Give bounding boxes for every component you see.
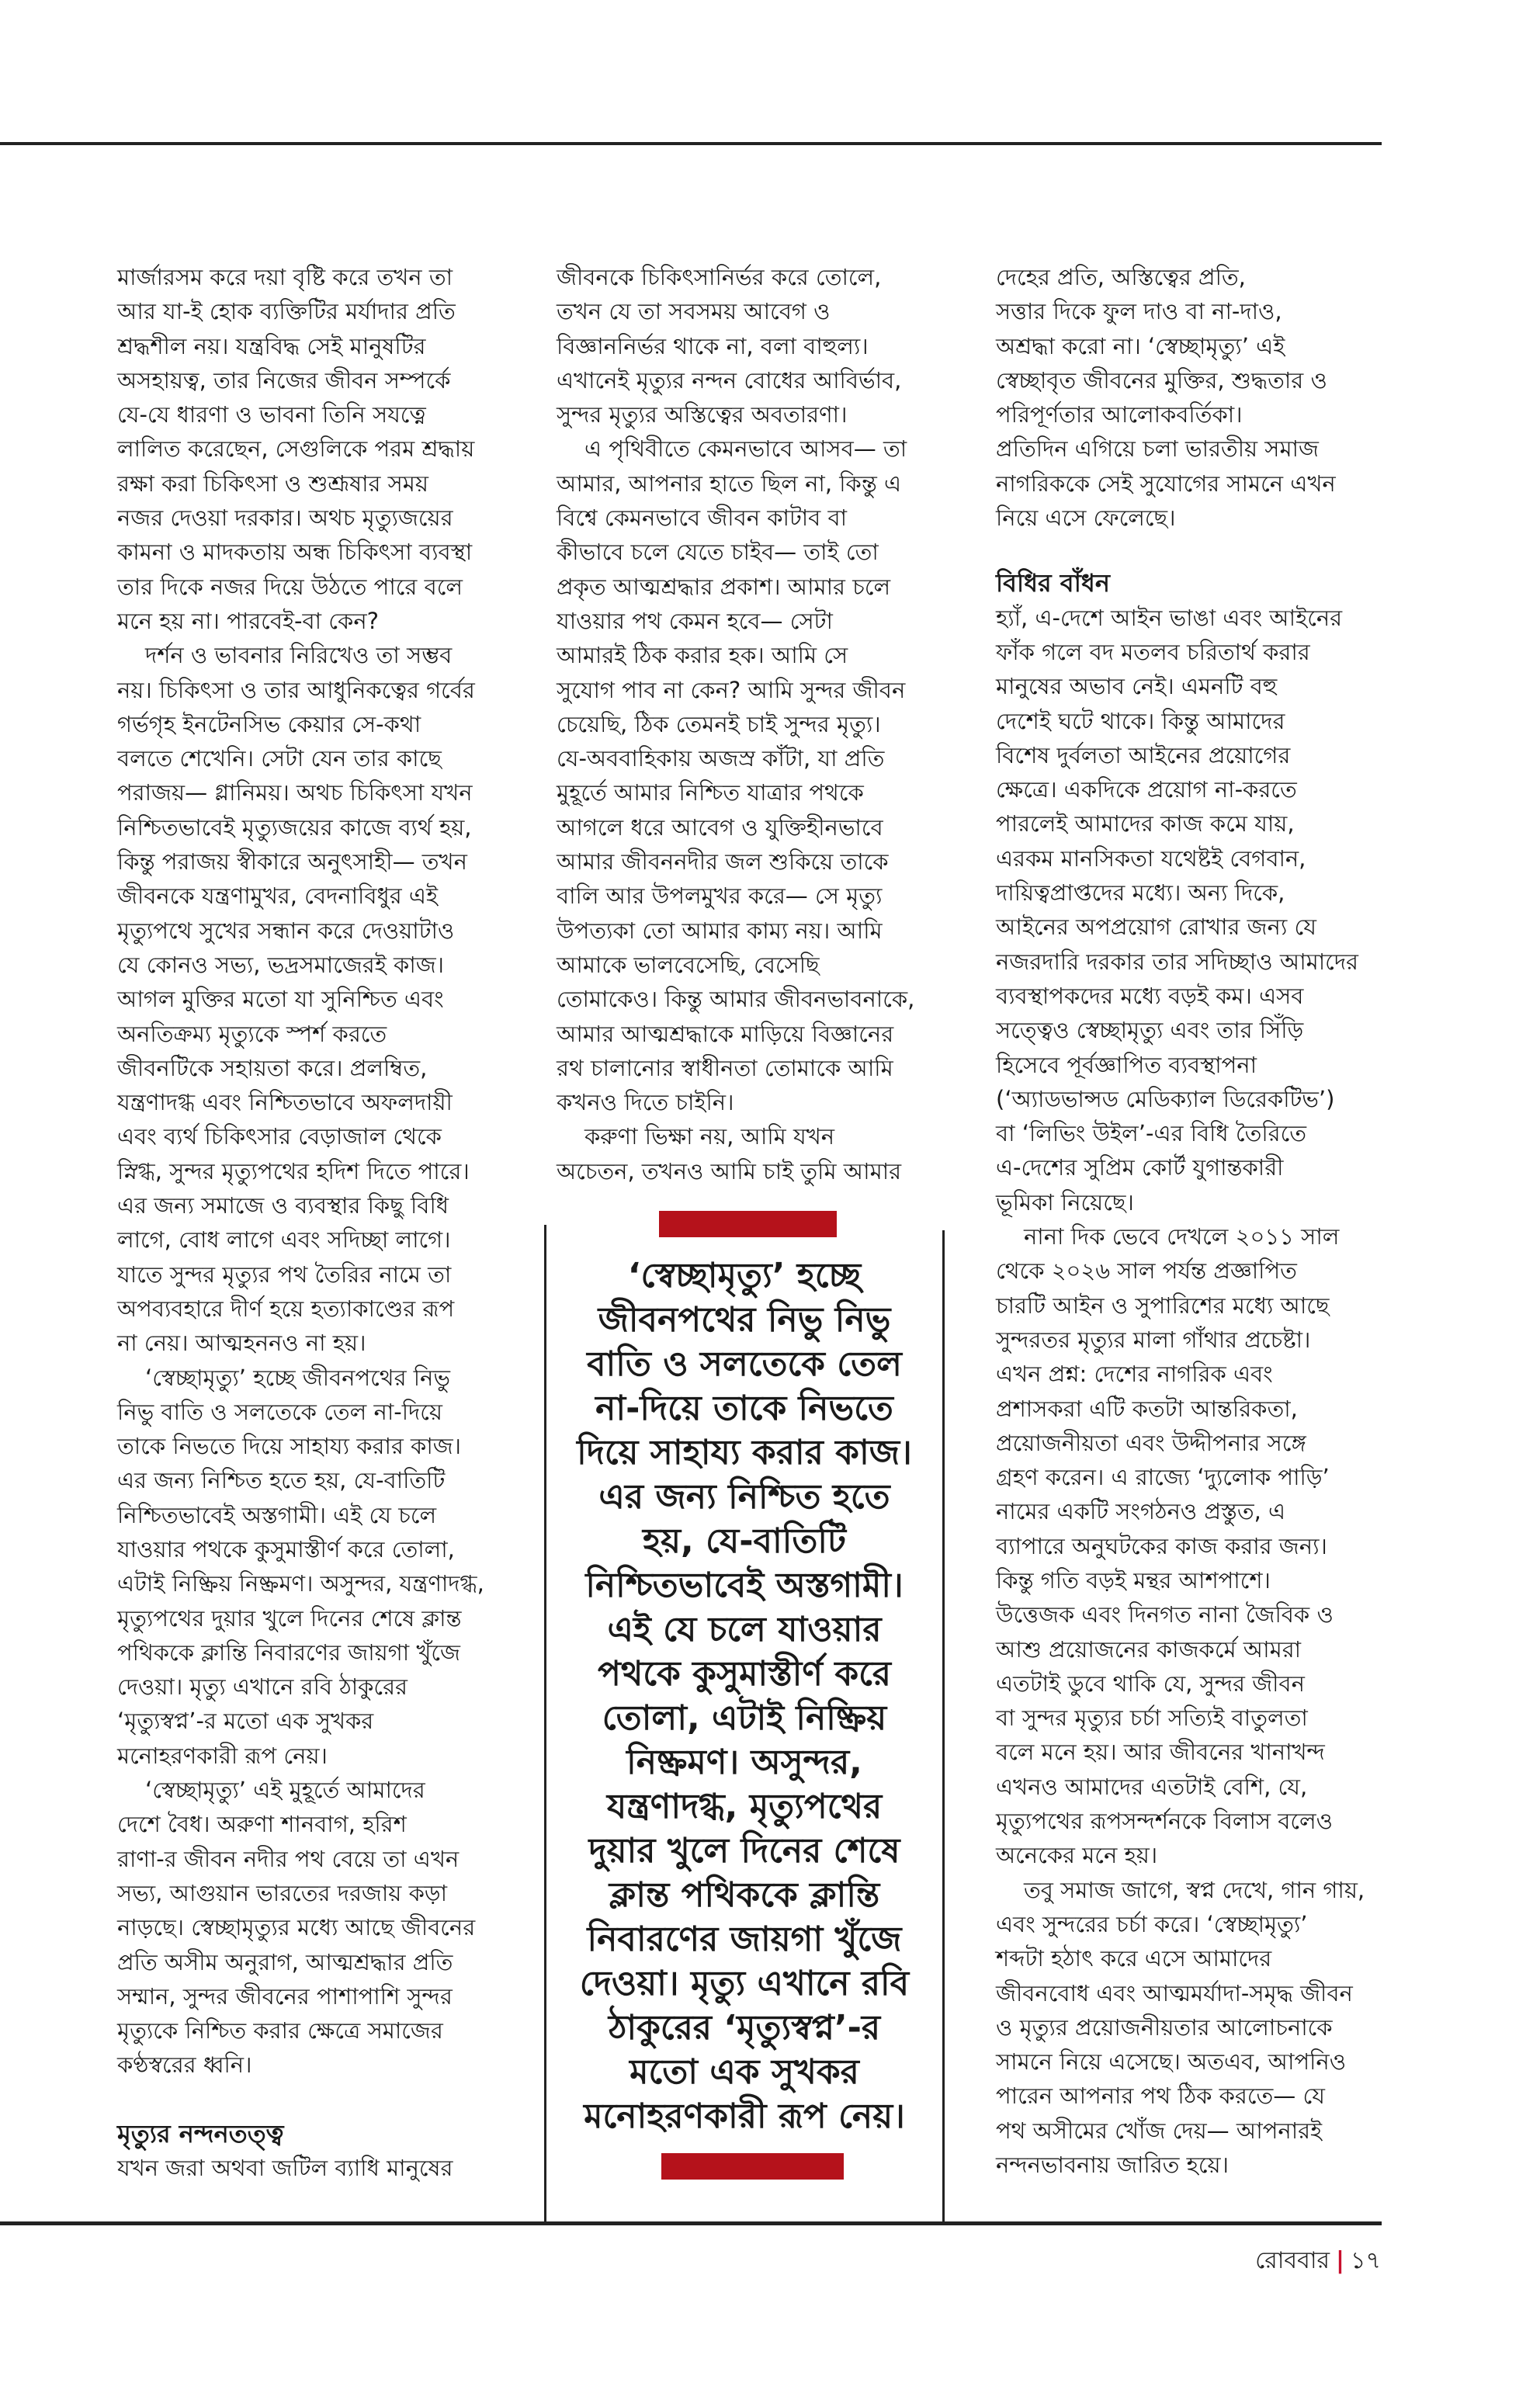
text-line: দেহের প্রতি, অস্তিত্বের প্রতি, xyxy=(996,264,1246,290)
text-line: থেকে ২০২৬ সাল পর্যন্ত প্রজ্ঞাপিত xyxy=(996,1257,1297,1285)
pull-quote-line: মতো এক সুখকর xyxy=(630,2052,859,2092)
text-line: বা ‘লিভিং উইল’-এর বিধি তৈরিতে xyxy=(996,1120,1307,1147)
text-line: ‘স্বেচ্ছামৃত্যু’ হচ্ছে জীবনপথের নিভু xyxy=(145,1364,450,1391)
text-line: অচেতন, তখনও আমি চাই তুমি আমার xyxy=(557,1157,902,1184)
text-line: নাগরিককে সেই সুযোগের সামনে এখন xyxy=(996,470,1336,497)
text-line: আমার, আপনার হাতে ছিল না, কিন্তু এ xyxy=(557,470,902,497)
text-line: যাওয়ার পথকে কুসুমাস্তীর্ণ করে তোলা, xyxy=(117,1535,455,1562)
text-line: যন্ত্রণাদগ্ধ এবং নিশ্চিতভাবে অফলদায়ী xyxy=(117,1089,453,1116)
text-line: বিশ্বে কেমনভাবে জীবন কাটাব বা xyxy=(557,505,848,532)
paragraph xyxy=(117,638,505,1360)
text-line: কিন্তু গতি বড়ই মন্থর আশপাশে। xyxy=(996,1566,1271,1594)
article-column-1 xyxy=(117,260,505,2185)
text-line: বিজ্ঞাননির্ভর থাকে না, বলা বাহুল্য। xyxy=(557,332,869,359)
text-line: গ্রহণ করেন। এ রাজ্যে ‘দ্যুলোক পাড়ি’ xyxy=(996,1464,1330,1491)
pull-quote-line: জীবনপথের নিভু নিভু xyxy=(598,1300,891,1340)
text-line: ক্ষেত্রে। একদিকে প্রয়োগ না-করতে xyxy=(996,776,1297,803)
pull-quote-line: নিবারণের জায়গা খুঁজে xyxy=(587,1920,902,1959)
text-line: পরিপূর্ণতার আলোকবর্তিকা। xyxy=(996,401,1243,428)
text-line: চারটি আইন ও সুপারিশের মধ্যে আছে xyxy=(996,1292,1330,1319)
text-line: নাড়ছে। স্বেচ্ছামৃত্যুর মধ্যে আছে জীবনের xyxy=(117,1914,476,1941)
text-line: মানুষের অভাব নেই। এমনটি বহু xyxy=(996,673,1278,700)
paragraph xyxy=(996,601,1384,1219)
pull-quote-bottom-bar xyxy=(661,2153,844,2180)
section-heading: মৃত্যুর নন্দনতত্ত্ব xyxy=(117,2118,284,2148)
text-line: দর্শন ও ভাবনার নিরিখেও তা সম্ভব xyxy=(145,642,453,669)
pull-quote-line: এর জন্য নিশ্চিত হতে xyxy=(598,1477,890,1517)
text-line: দায়িত্বপ্রাপ্তদের মধ্যে। অন্য দিকে, xyxy=(996,879,1285,907)
text-line: নন্দনভাবনায় জারিত হয়ে। xyxy=(996,2152,1229,2179)
text-line: লালিত করেছেন, সেগুলিকে পরম শ্রদ্ধায় xyxy=(117,435,475,463)
paragraph xyxy=(996,1219,1384,1873)
text-line: বালি আর উপলমুখর করে— সে মৃত্যু xyxy=(557,883,883,910)
text-line: সভ্য, আগুয়ান ভারতের দরজায় কড়া xyxy=(117,1879,447,1906)
pull-quote-line: মনোহরণকারী রূপ নেয়। xyxy=(584,2096,905,2136)
text-line: মনে হয় না। পারবেই-বা কেন? xyxy=(117,607,380,634)
text-line: তখন যে তা সবসময় আবেগ ও xyxy=(557,298,831,325)
paragraph xyxy=(557,260,937,432)
bottom-rule xyxy=(0,2221,1382,2225)
text-line: জীবনকে যন্ত্রণামুখর, বেদনাবিধুর এই xyxy=(117,883,439,910)
text-line: অশ্রদ্ধা করো না। ‘স্বেচ্ছামৃত্যু’ এই xyxy=(996,332,1285,359)
text-line: এবং সুন্দরের চর্চা করে। ‘স্বেচ্ছামৃত্যু’ xyxy=(996,1910,1308,1937)
text-line: ফাঁক গলে বদ মতলব চরিতার্থ করার xyxy=(996,638,1310,665)
text-line: ‘মৃত্যুস্বপ্ন’-র মতো এক সুখকর xyxy=(117,1708,374,1735)
text-line: কামনা ও মাদকতায় অন্ধ চিকিৎসা ব্যবস্থা xyxy=(117,539,473,566)
text-line: অনেকের মনে হয়। xyxy=(996,1842,1158,1869)
text-line: এতটাই ডুবে থাকি যে, সুন্দর জীবন xyxy=(996,1670,1305,1697)
paragraph xyxy=(117,1773,505,2083)
text-line: এখানেই মৃত্যুর নন্দন বোধের আবির্ভাব, xyxy=(557,366,902,394)
text-line: সম্মান, সুন্দর জীবনের পাশাপাশি সুন্দর xyxy=(117,1982,453,2010)
article-column-2 xyxy=(557,260,937,1188)
text-line: যাওয়ার পথ কেমন হবে— সেটা xyxy=(557,607,833,634)
magazine-name: রোববার xyxy=(1255,2247,1330,2274)
text-line: স্নিগ্ধ, সুন্দর মৃত্যুপথের হদিশ দিতে পারে। xyxy=(117,1157,470,1184)
text-line: নজরদারি দরকার তার সদিচ্ছাও আমাদের xyxy=(996,948,1359,975)
text-line: রক্ষা করা চিকিৎসা ও শুশ্রূষার সময় xyxy=(117,470,428,497)
pull-quote-line: ‘স্বেচ্ছামৃত্যু’ হচ্ছে xyxy=(627,1256,862,1295)
text-line: অনতিক্রম্য মৃত্যুকে স্পর্শ করতে xyxy=(117,1020,387,1047)
text-line: পারলেই আমাদের কাজ কমে যায়, xyxy=(996,810,1295,838)
text-line: আমারই ঠিক করার হক। আমি সে xyxy=(557,642,848,669)
text-line: যে কোনও সভ্য, ভদ্রসমাজেরই কাজ। xyxy=(117,951,445,978)
text-line: এবং ব্যর্থ চিকিৎসার বেড়াজাল থেকে xyxy=(117,1123,442,1150)
text-line: নিশ্চিতভাবেই মৃত্যুজয়ের কাজে ব্যর্থ হয়, xyxy=(117,813,472,841)
page-number: ১৭ xyxy=(1351,2247,1381,2274)
pull-quote-line: নিশ্চিতভাবেই অস্তগামী। xyxy=(585,1566,904,1605)
text-line: বলে মনে হয়। আর জীবনের খানাখন্দ xyxy=(996,1739,1325,1766)
text-line: পারেন আপনার পথ ঠিক করতে— যে xyxy=(996,2083,1325,2110)
text-line: দেশেই ঘটে থাকে। কিন্তু আমাদের xyxy=(996,707,1285,734)
text-line: রাণা-র জীবন নদীর পথ বেয়ে তা এখন xyxy=(117,1845,460,1872)
text-line: সুযোগ পাব না কেন? আমি সুন্দর জীবন xyxy=(557,676,906,703)
text-line: প্রতি অসীম অনুরাগ, আত্মশ্রদ্ধার প্রতি xyxy=(117,1948,453,1975)
text-line: উপত্যকা তো আমার কাম্য নয়। আমি xyxy=(557,917,883,944)
text-line: মৃত্যুপথের রূপসন্দর্শনকে বিলাস বলেও xyxy=(996,1808,1333,1835)
text-line: বা সুন্দর মৃত্যুর চর্চা সত্যিই বাতুলতা xyxy=(996,1705,1308,1732)
text-line: নানা দিক ভেবে দেখলে ২০১১ সাল xyxy=(1024,1223,1340,1250)
footer-separator: | xyxy=(1336,2247,1345,2274)
text-line: মৃত্যুপথে সুখের সন্ধান করে দেওয়াটাও xyxy=(117,917,455,944)
pull-quote-line: তোলা, এটাই নিষ্ক্রিয় xyxy=(602,1698,887,1738)
text-line: শ্রদ্ধশীল নয়। যন্ত্রবিদ্ধ সেই মানুষটির xyxy=(117,332,426,359)
text-line: বিশেষ দুর্বলতা আইনের প্রয়োগের xyxy=(996,741,1291,768)
text-line: চেয়েছি, ঠিক তেমনই চাই সুন্দর মৃত্যু। xyxy=(557,710,881,737)
pull-quote-right-border xyxy=(942,1230,945,2223)
text-line: সুন্দরতর মৃত্যুর মালা গাঁথার প্রচেষ্টা। xyxy=(996,1326,1311,1353)
text-line: কখনও দিতে চাইনি। xyxy=(557,1089,734,1116)
page-footer xyxy=(1255,2242,1381,2281)
text-line: এখনও আমাদের এতটাই বেশি, যে, xyxy=(996,1773,1308,1800)
text-line: রথ চালানোর স্বাধীনতা তোমাকে আমি xyxy=(557,1054,893,1081)
text-line: এটাই নিষ্ক্রিয় নিষ্ক্রমণ। অসুন্দর, যন্ত্রণাদগ্ধ, xyxy=(117,1570,484,1597)
text-line: তাকে নিভতে দিয়ে সাহায্য করার কাজ। xyxy=(117,1433,462,1460)
text-line: আমার জীবননদীর জল শুকিয়ে তাকে xyxy=(557,848,889,876)
text-line: কণ্ঠস্বরের ধ্বনি। xyxy=(117,2051,252,2079)
paragraph xyxy=(557,1119,937,1188)
pull-quote-line: নিষ্ক্রমণ। অসুন্দর, xyxy=(626,1743,862,1782)
text-line: ‘স্বেচ্ছামৃত্যু’ এই মুহূর্তে আমাদের xyxy=(145,1777,425,1804)
text-line: জীবনবোধ এবং আত্মমর্যাদা-সমৃদ্ধ জীবন xyxy=(996,1979,1353,2006)
pull-quote-line: পথকে কুসুমাস্তীর্ণ করে xyxy=(597,1654,891,1694)
section-heading: বিধির বাঁধন xyxy=(996,568,1110,598)
text-line: আইনের অপপ্রয়োগ রোখার জন্য যে xyxy=(996,914,1316,941)
pull-quote-line: না-দিয়ে তাকে নিভতে xyxy=(595,1389,893,1428)
pull-quote xyxy=(557,1254,932,2138)
pull-quote-top-bar xyxy=(659,1211,837,1237)
text-line: আশু প্রয়োজনের কাজকর্মে আমরা xyxy=(996,1635,1302,1663)
text-line: বলতে শেখেনি। সেটা যেন তার কাছে xyxy=(117,745,442,772)
pull-quote-line: দিয়ে সাহায্য করার কাজ। xyxy=(577,1433,912,1472)
text-line: নামের একটি সংগঠনও প্রস্তুত, এ xyxy=(996,1498,1286,1525)
text-line: নিভু বাতি ও সলতেকে তেল না-দিয়ে xyxy=(117,1398,442,1425)
text-line: প্রশাসকরা এটি কতটা আন্তরিকতা, xyxy=(996,1395,1298,1422)
pull-quote-line: বাতি ও সলতেকে তেল xyxy=(587,1344,902,1384)
text-line: এ-দেশের সুপ্রিম কোর্ট যুগান্তকারী xyxy=(996,1154,1284,1181)
text-line: নিশ্চিতভাবেই অস্তগামী। এই যে চলে xyxy=(117,1501,437,1528)
text-line: সুন্দর মৃত্যুর অস্তিত্বের অবতারণা। xyxy=(557,401,848,428)
text-line: প্রতিদিন এগিয়ে চলা ভারতীয় সমাজ xyxy=(996,435,1319,463)
text-line: নজর দেওয়া দরকার। অথচ মৃত্যুজয়ের xyxy=(117,505,453,532)
paragraph xyxy=(996,1873,1384,2183)
text-line: যাতে সুন্দর মৃত্যুর পথ তৈরির নামে তা xyxy=(117,1261,452,1288)
text-line: আমার আত্মশ্রদ্ধাকে মাড়িয়ে বিজ্ঞানের xyxy=(557,1020,894,1047)
text-line: উত্তেজক এবং দিনগত নানা জৈবিক ও xyxy=(996,1601,1334,1628)
article-column-3 xyxy=(996,260,1384,2182)
pull-quote-line: হয়, যে-বাতিটি xyxy=(643,1521,846,1561)
text-line: পথ অসীমের খোঁজ দেয়— আপনারই xyxy=(996,2117,1323,2144)
text-line: প্রকৃত আত্মশ্রদ্ধার প্রকাশ। আমার চলে xyxy=(557,573,891,600)
pull-quote-line: ঠাকুরের ‘মৃত্যুস্বপ্ন’-র xyxy=(608,2008,881,2048)
text-line: যখন জরা অথবা জটিল ব্যাধি মানুষের xyxy=(117,2155,453,2182)
text-line: পথিককে ক্লান্তি নিবারণের জায়গা খুঁজে xyxy=(117,1639,461,1666)
text-line: আমাকে ভালবেসেছি, বেসেছি xyxy=(557,951,820,978)
text-line: আগল মুক্তির মতো যা সুনিশ্চিত এবং xyxy=(117,986,444,1013)
text-line: অসহায়ত্ব, তার নিজের জীবন সম্পর্কে xyxy=(117,366,451,394)
text-line: হ্যাঁ, এ-দেশে আইন ভাঙা এবং আইনের xyxy=(996,604,1343,631)
pull-quote-line: ক্লান্ত পথিককে ক্লান্তি xyxy=(609,1875,880,1915)
text-line: কীভাবে চলে যেতে চাইব— তাই তো xyxy=(557,539,879,566)
paragraph xyxy=(117,2151,505,2185)
text-line: জীবনকে চিকিৎসানির্ভর করে তোলে, xyxy=(557,264,882,290)
text-line: আগলে ধরে আবেগ ও যুক্তিহীনভাবে xyxy=(557,813,883,841)
text-line: পরাজয়— গ্লানিময়। অথচ চিকিৎসা যখন xyxy=(117,779,473,806)
text-line: এখন প্রশ্ন: দেশের নাগরিক এবং xyxy=(996,1361,1273,1388)
text-line: করুণা ভিক্ষা নয়, আমি যখন xyxy=(584,1123,835,1150)
text-line: ভূমিকা নিয়েছে। xyxy=(996,1188,1134,1216)
text-line: অপব্যবহারে দীর্ণ হয়ে হত্যাকাণ্ডের রূপ xyxy=(117,1295,455,1322)
text-line: সত্তার দিকে ফুল দাও বা না-দাও, xyxy=(996,298,1282,325)
text-line: যে-অববাহিকায় অজস্র কাঁটা, যা প্রতি xyxy=(557,745,885,772)
paragraph xyxy=(996,260,1384,535)
pull-quote-line: যন্ত্রণাদগ্ধ, মৃত্যুপথের xyxy=(606,1787,883,1826)
text-line: গর্ভগৃহ ইনটেনসিভ কেয়ার সে-কথা xyxy=(117,710,421,737)
text-line: লাগে, বোধ লাগে এবং সদিচ্ছা লাগে। xyxy=(117,1226,451,1254)
pull-quote-line: দেওয়া। মৃত্যু এখানে রবি xyxy=(579,1964,910,2003)
text-line: এ পৃথিবীতে কেমনভাবে আসব— তা xyxy=(584,435,907,463)
text-line: মুহূর্তে আমার নিশ্চিত যাত্রার পথকে xyxy=(557,779,864,806)
text-line: স্বেচ্ছাবৃত জীবনের মুক্তির, শুদ্ধতার ও xyxy=(996,366,1327,394)
text-line: দেশে বৈধ। অরুণা শানবাগ, হরিশ xyxy=(117,1811,407,1838)
pull-quote-line: দুয়ার খুলে দিনের শেষে xyxy=(588,1831,900,1871)
pull-quote-left-border xyxy=(544,1225,546,2223)
text-line: ও মৃত্যুর প্রয়োজনীয়তার আলোচনাকে xyxy=(996,2013,1333,2041)
text-line: হিসেবে পূর্বজ্ঞাপিত ব্যবস্থাপনা xyxy=(996,1051,1257,1078)
text-line: জীবনটিকে সহায়তা করে। প্রলম্বিত, xyxy=(117,1054,428,1081)
text-line: দেওয়া। মৃত্যু এখানে রবি ঠাকুরের xyxy=(117,1673,408,1701)
text-line: সামনে নিয়ে এসেছে। অতএব, আপনিও xyxy=(996,2048,1347,2076)
text-line: যে-যে ধারণা ও ভাবনা তিনি সযত্নে xyxy=(117,401,426,428)
text-line: মনোহরণকারী রূপ নেয়। xyxy=(117,1742,328,1769)
text-line: মৃত্যুপথের দুয়ার খুলে দিনের শেষে ক্লান্ত xyxy=(117,1604,462,1632)
text-line: প্রয়োজনীয়তা এবং উদ্দীপনার সঙ্গে xyxy=(996,1429,1306,1456)
text-line: না নেয়। আত্মহননও না হয়। xyxy=(117,1330,366,1357)
text-line: মার্জারসম করে দয়া বৃষ্টি করে তখন তা xyxy=(117,264,453,290)
text-line: এরকম মানসিকতা যথেষ্টই বেগবান, xyxy=(996,844,1306,872)
text-line: সত্ত্বেও স্বেচ্ছামৃত্যু এবং তার সিঁড়ি xyxy=(996,1017,1304,1044)
top-rule xyxy=(0,142,1382,145)
text-line: নিয়ে এসে ফেলেছে। xyxy=(996,505,1176,532)
text-line: তবু সমাজ জাগে, স্বপ্ন দেখে, গান গায়, xyxy=(1024,1876,1365,1903)
text-line: ব্যবস্থাপকদের মধ্যে বড়ই কম। এসব xyxy=(996,982,1304,1009)
paragraph xyxy=(117,260,505,638)
text-line: নয়। চিকিৎসা ও তার আধুনিকত্বের গর্বের xyxy=(117,676,475,703)
text-line: মৃত্যুকে নিশ্চিত করার ক্ষেত্রে সমাজের xyxy=(117,2017,443,2044)
text-line: এর জন্য নিশ্চিত হতে হয়, যে-বাতিটি xyxy=(117,1467,446,1494)
text-line: শব্দটা হঠাৎ করে এসে আমাদের xyxy=(996,1945,1272,1972)
text-line: তার দিকে নজর দিয়ে উঠতে পারে বলে xyxy=(117,573,463,600)
text-line: ব্যাপারে অনুঘটকের কাজ করার জন্য। xyxy=(996,1532,1327,1559)
text-line: কিন্তু পরাজয় স্বীকারে অনুৎসাহী— তখন xyxy=(117,848,467,876)
text-line: তোমাকেও। কিন্তু আমার জীবনভাবনাকে, xyxy=(557,986,915,1013)
text-line: আর যা-ই হোক ব্যক্তিটির মর্যাদার প্রতি xyxy=(117,298,456,325)
text-line: এর জন্য সমাজে ও ব্যবস্থার কিছু বিধি xyxy=(117,1192,449,1219)
text-line: (‘অ্যাডভান্সড মেডিক্যাল ডিরেকটিভ’) xyxy=(996,1085,1335,1112)
pull-quote-line: এই যে চলে যাওয়ার xyxy=(607,1610,882,1649)
paragraph xyxy=(557,432,937,1119)
paragraph xyxy=(117,1361,505,1774)
